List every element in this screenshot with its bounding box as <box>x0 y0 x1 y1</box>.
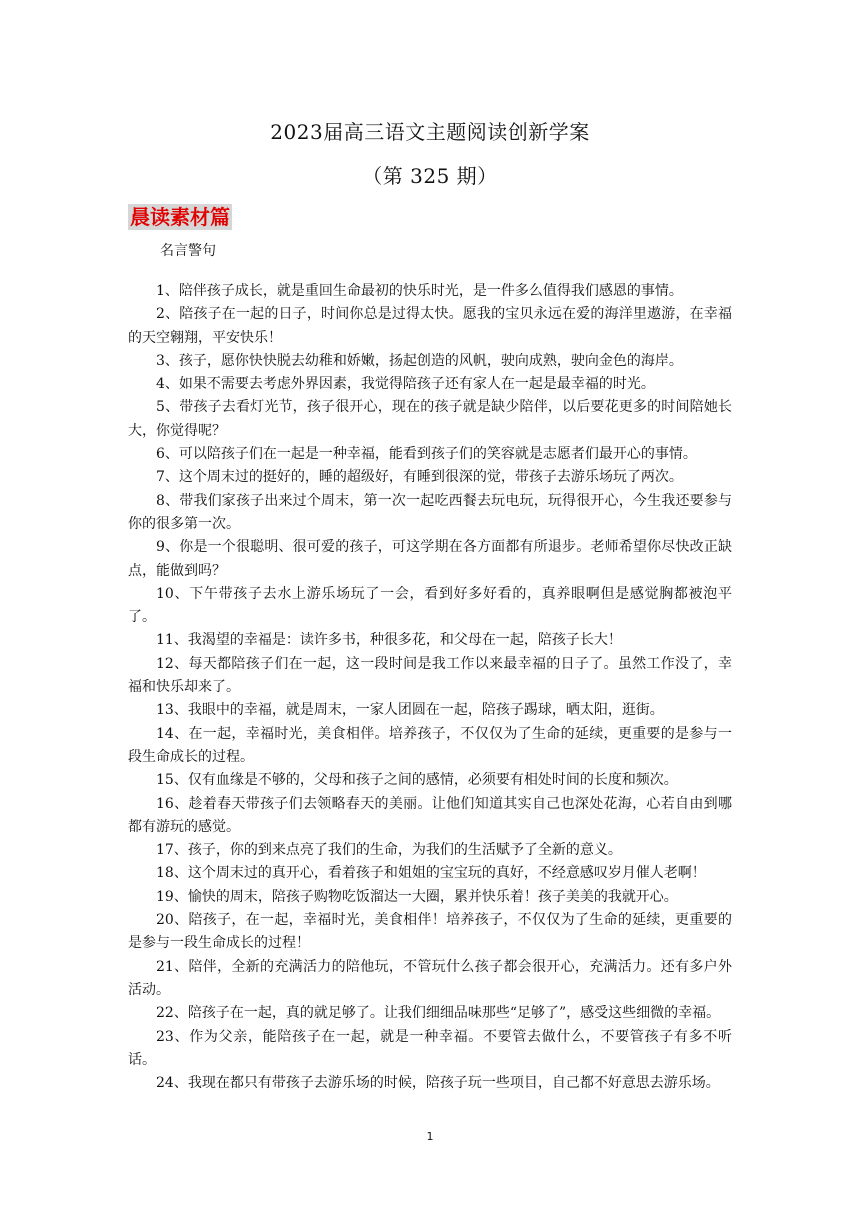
list-item: 6、可以陪孩子们在一起是一种幸福，能看到孩子们的笑容就是志愿者们最开心的事情。 <box>156 446 697 463</box>
list-item: 8、带我们家孩子出来过个周末，第一次一起吃西餐去玩电玩，玩得很开心，今生我还要参与你的很多第一次。 <box>128 492 732 532</box>
page-number: 1 <box>426 1130 434 1143</box>
list-item: 1、陪伴孩子成长，就是重回生命最初的快乐时光，是一件多么值得我们感恩的事情。 <box>156 283 683 299</box>
list-item: 14、在一起，幸福时光，美食相伴。培养孩子，不仅仅为了生命的延续，更重要的是参与一段生命成长的过程。 <box>128 725 732 765</box>
list-item: 21、陪伴，全新的充满活力的陪他玩，不管玩什么孩子都会很开心，充满活力。还有多户外活动。 <box>128 958 732 998</box>
quote-list <box>128 280 732 1095</box>
list-item: 22、陪孩子在一起，真的就足够了。让我们细细品味那些“足够了”，感受这些细微的幸福。 <box>156 1005 721 1022</box>
list-item: 2、陪孩子在一起的日子，时间你总是过得太快。愿我的宝贝永远在爱的海洋里遨游，在幸福的天空翱翔，平安快乐！ <box>128 306 732 346</box>
list-item: 24、我现在都只有带孩子去游乐场的时候，陪孩子玩一些项目，自己都不好意思去游乐场。 <box>156 1075 720 1092</box>
list-item: 3、孩子，愿你快快脱去幼稚和娇嫩，扬起创造的风帆，驶向成熟，驶向金色的海岸。 <box>156 352 683 369</box>
subheading: 名言警句 <box>160 243 216 259</box>
page-title: 2023届高三语文主题阅读创新学案 <box>270 120 590 144</box>
section-label: 晨读素材篇 <box>130 205 230 229</box>
list-item: 7、这个周末过的挺好的，睡的超级好，有睡到很深的觉，带孩子去游乐场玩了两次。 <box>156 469 683 486</box>
list-item: 4、如果不需要去考虑外界因素，我觉得陪孩子还有家人在一起是最幸福的时光。 <box>156 376 655 393</box>
list-item: 15、仅有血缘是不够的，父母和孩子之间的感情，必须要有相处时间的长度和频次。 <box>156 772 678 789</box>
list-item: 12、每天都陪孩子们在一起，这一段时间是我工作以来最幸福的日子了。虽然工作没了，幸福和快乐却来了。 <box>128 655 732 696</box>
list-item: 16、趁着春天带孩子们去领略春天的美丽。让他们知道其实自己也深处花海，心若自由到哪都有游玩的感觉。 <box>128 795 732 835</box>
list-item: 18、这个周末过的真开心，看着孩子和姐姐的宝宝玩的真好，不经意感叹岁月催人老啊！ <box>156 865 706 882</box>
list-item: 9、你是一个很聪明、很可爱的孩子，可这学期在各方面都有所退步。老师希望你尽快改正缺点，能做到吗？ <box>128 539 732 579</box>
list-item: 23、作为父亲，能陪孩子在一起，就是一种幸福。不要管去做什么，不要管孩子有多不听话。 <box>128 1028 732 1068</box>
issue-number: （第 325 期） <box>362 164 498 188</box>
list-item: 10、下午带孩子去水上游乐场玩了一会，看到好多好看的，真养眼啊但是感觉胸都被泡平了。 <box>128 585 732 626</box>
list-item: 17、孩子，你的到来点亮了我们的生命，为我们的生活赋予了全新的意义。 <box>156 842 622 859</box>
list-item: 5、带孩子去看灯光节，孩子很开心，现在的孩子就是缺少陪伴，以后要花更多的时间陪她长大，你觉得呢？ <box>128 399 732 439</box>
list-item: 11、我渴望的幸福是：读许多书，种很多花，和父母在一起，陪孩子长大！ <box>156 632 622 649</box>
list-item: 20、陪孩子，在一起，幸福时光，美食相伴！培养孩子，不仅仅为了生命的延续，更重要的是参与一段生命成长的过程！ <box>128 912 732 952</box>
list-item: 19、愉快的周末，陪孩子购物吃饭溜达一大圈，累并快乐着！孩子美美的我就开心。 <box>156 888 678 905</box>
list-item: 13、我眼中的幸福，就是周末，一家人团圆在一起，陪孩子踢球，晒太阳，逛街。 <box>156 702 664 719</box>
